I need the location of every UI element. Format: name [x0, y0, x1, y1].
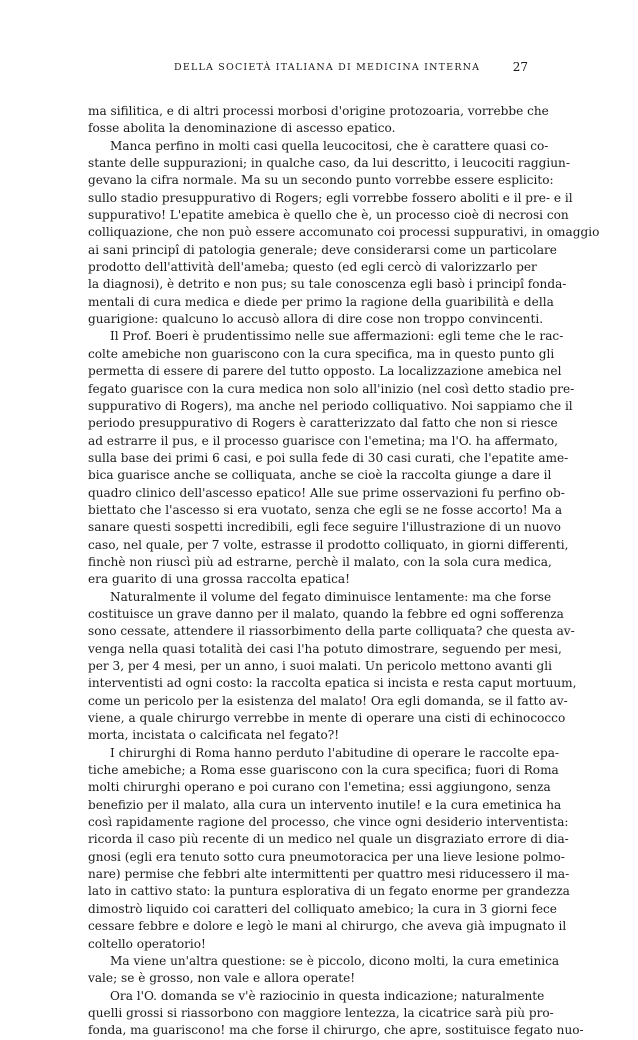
text-line: quelli grossi si riassorbono con maggiore lentezza, la cicatrice sarà più pro- — [88, 1005, 554, 1020]
text-line: sono cessate, attendere il riassorbimento della parte colliquata? che questa av- — [88, 624, 575, 639]
text-line: I chirurghi di Roma hanno perduto l'abitudine di operare le raccolte epa- — [110, 745, 559, 760]
text-line: sanare questi sospetti incredibili, egli fece seguire l'illustrazione di un nuovo — [88, 520, 561, 535]
text-line: fonda, ma guariscono! ma che forse il chirurgo, che apre, sostituisce fegato nuo- — [88, 1023, 584, 1038]
text-line: Il Prof. Boeri è prudentissimo nelle sue affermazioni: egli teme che le rac- — [110, 329, 564, 344]
text-line: mentali di cura medica e diede per primo la ragione della guaribilità e della — [88, 294, 554, 309]
page-header — [88, 62, 528, 78]
text-line: Ma viene un'altra questione: se è piccolo, dicono molti, la cura emetinica — [110, 953, 560, 968]
text-line: benefizio per il malato, alla cura un intervento inutile! e la cura emetinica ha — [88, 797, 562, 812]
text-line: colliquazione, che non può essere accomunato coi processi suppurativi, in omaggio — [88, 225, 600, 240]
text-line: biettato che l'ascesso si era vuotato, senza che egli se ne fosse accorto! Ma a — [88, 502, 563, 517]
text-line: finchè non riuscì più ad estrarne, perchè il malato, con la sola cura medica, — [88, 554, 552, 569]
text-line: Ora l'O. domanda se v'è raziocinio in questa indicazione; naturalmente — [110, 988, 545, 1003]
text-line: costituisce un grave danno per il malato, quando la febbre ed ogni sofferenza — [88, 606, 564, 621]
text-line: lato in cattivo stato: la puntura esplorativa di un fegato enorme per grandezza — [88, 884, 570, 899]
text-line: per 3, per 4 mesi, per un anno, i suoi malati. Un pericolo mettono avanti gli — [88, 659, 552, 673]
text-line: colte amebiche non guariscono con la cura specifica, ma in questo punto gli — [88, 346, 555, 361]
text-line: dimostrò liquido coi caratteri del colliquato amebico; la cura in 3 giorni fece — [88, 901, 557, 916]
text-line: gnosi (egli era tenuto sotto cura pneumotoracica per una lieve lesione polmo- — [88, 849, 565, 864]
text-line: ai sani principî di patologia generale; deve considerarsi come un particolare — [88, 242, 557, 257]
text-line: cessare febbre e dolore e legò le mani al chirurgo, che aveva già impugnato il — [88, 919, 567, 934]
text-line: ma sifilitica, e di altri processi morbosi d'origine protozoaria, vorrebbe che — [88, 104, 549, 118]
text-line: stante delle suppurazioni; in qualche caso, da lui descritto, i leucociti raggiun- — [88, 156, 570, 171]
text-line: viene, a quale chirurgo verrebbe in mente di operare una cisti di echinococco — [88, 711, 566, 726]
body-text — [88, 103, 600, 1040]
text-line: fegato guarisce con la cura medica non solo all'inizio (nel così detto stadio pre- — [88, 381, 575, 396]
text-line: ad estrarre il pus, e il processo guarisce con l'emetina; ma l'O. ha affermato, — [88, 433, 558, 448]
text-line: bica guarisce anche se colliquata, anche se cioè la raccolta giunge a dare il — [88, 468, 552, 483]
text-line: prodotto dell'attività dell'ameba; questo (ed egli cercò di valorizzarlo per — [88, 260, 537, 275]
text-line: molti chirurghi operano e poi curano con l'emetina; essi aggiungono, senza — [88, 780, 551, 795]
text-line: quadro clinico dell'ascesso epatico! Alle sue prime osservazioni fu perfino ob- — [88, 485, 565, 500]
text-line: sullo stadio presuppurativo di Rogers; egli vorrebbe fossero aboliti e il pre- e il — [88, 190, 573, 205]
text-line: ricorda il caso più recente di un medico nel quale un disgraziato errore di dia- — [88, 832, 569, 847]
text-line: suppurativo! L'epatite amebica è quello che è, un processo cioè di necrosi con — [88, 208, 569, 223]
text-line: Naturalmente il volume del fegato diminuisce lentamente: ma che forse — [110, 589, 552, 604]
text-line: vale; se è grosso, non vale e allora operate! — [88, 971, 356, 986]
text-line: tiche amebiche; a Roma esse guariscono con la cura specifica; fuori di Roma — [88, 763, 559, 778]
text-line: interventisti ad ogni costo: la raccolta epatica si incista e resta caput mortuum, — [88, 676, 577, 691]
text-line: permetta di essere di parere del tutto opposto. La localizzazione amebica nel — [88, 364, 562, 379]
text-line: sulla base dei primi 6 casi, e poi sulla fede di 30 casi curati, che l'epatite ame- — [88, 450, 569, 465]
text-line: morta, incistata o calcificata nel fegato?! — [88, 728, 340, 743]
text-line: la diagnosi), è detrito e non pus; su tale conoscenza egli basò i principî fonda- — [88, 277, 567, 292]
page-number: 27 — [512, 60, 528, 74]
text-line: nare) permise che febbri alte intermittenti per quattro mesi riducessero il ma- — [88, 867, 570, 882]
text-line: era guarito di una grossa raccolta epatica! — [88, 572, 351, 587]
text-line: Manca perfino in molti casi quella leucocitosi, che è carattere quasi co- — [110, 138, 549, 153]
text-line: guarigione: qualcuno lo accusò allora di dire cose non troppo convincenti. — [88, 312, 544, 327]
text-line: fosse abolita la denominazione di ascesso epatico. — [88, 121, 396, 136]
text-line: gevano la cifra normale. Ma su un secondo punto vorrebbe essere esplicito: — [88, 173, 554, 188]
running-head: DELLA SOCIETÀ ITALIANA DI MEDICINA INTERNA — [174, 62, 481, 73]
text-line: suppurativo di Rogers), ma anche nel periodo colliquativo. Noi sappiamo che il — [88, 398, 573, 413]
text-line: così rapidamente ragione del processo, che vince ogni desiderio interventista: — [88, 815, 569, 830]
text-line: come un pericolo per la esistenza del malato! Ora egli domanda, se il fatto av- — [88, 693, 568, 708]
text-line: venga nella quasi totalità dei casi l'ha potuto dimostrare, seguendo per mesi, — [88, 641, 562, 656]
text-line: caso, nel quale, per 7 volte, estrasse il prodotto colliquato, in giorni differenti, — [88, 537, 569, 552]
text-line: coltello operatorio! — [88, 936, 206, 951]
text-line: periodo presuppurativo di Rogers è caratterizzato dal fatto che non si riesce — [88, 416, 558, 431]
